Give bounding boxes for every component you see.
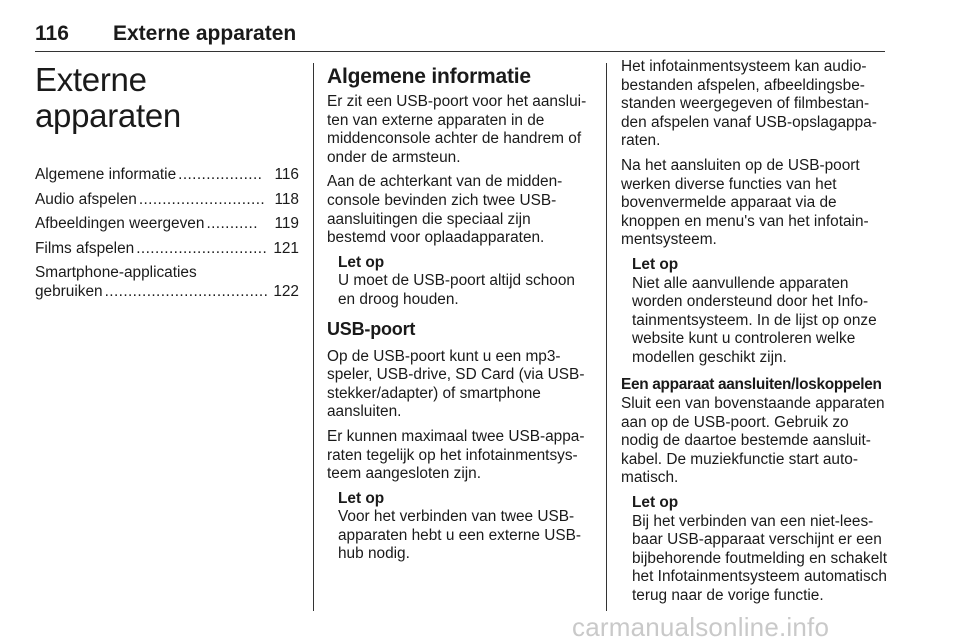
- column-divider-1: [313, 63, 314, 611]
- paragraph: Het infotainmentsysteem kan audiobestanden afspelen, afbeeldingsbestanden weergegeven of filmbestanden afspelen vanaf USB-opslagapparaten.: [621, 58, 877, 150]
- header-rule: [35, 51, 885, 52]
- toc-item[interactable]: Algemene informatie .................. 116: [35, 166, 299, 183]
- column-3: [621, 58, 887, 614]
- paragraph: Sluit een van bovenstaande apparaten aan op de USB-poort. Gebruik zo nodig de daartoe bestemde aansluitkabel. De muziekfunctie start automatisch.: [621, 395, 885, 487]
- watermark: carmanualsonline.info: [572, 612, 830, 642]
- subsection-heading: Een apparaat aansluiten/loskoppelen: [621, 375, 882, 393]
- toc-page: 119: [274, 215, 299, 233]
- table-of-contents: [35, 166, 299, 302]
- paragraph: Op de USB-poort kunt u een mp3-speler, USB-drive, SD Card (via USB-stekker/adapter) of smartphone aansluiten.: [327, 347, 585, 421]
- toc-page: 116: [274, 166, 299, 183]
- column-2: [327, 58, 591, 572]
- toc-page: 122: [273, 282, 299, 300]
- section-heading: Algemene informatie: [327, 65, 531, 88]
- paragraph: Er zit een USB-poort voor het aansluiten van externe apparaten in de middenconsole achter de handrem of onder de armsteun.: [327, 93, 587, 166]
- page-number: 116: [35, 22, 69, 45]
- toc-item[interactable]: Afbeeldingen weergeven ........... 119: [35, 215, 299, 233]
- note-label: Let op: [338, 489, 385, 507]
- note: [632, 256, 887, 368]
- toc-item[interactable]: Smartphone-applicaties gebruiken ................................... 122: [35, 264, 299, 300]
- subsection-heading: USB-poort: [327, 318, 416, 339]
- column-divider-2: [606, 63, 607, 611]
- toc-item[interactable]: Audio afspelen ........................... 118: [35, 190, 299, 208]
- column-1: [35, 58, 299, 308]
- note-label: Let op: [338, 253, 385, 271]
- page-header: [35, 22, 885, 54]
- toc-page: 121: [273, 239, 299, 257]
- note-text: Bij het verbinden van een niet-leesbaar USB-apparaat verschijnt er een bijbehorende foutmelding en schakelt het Infotainmentsysteem automatisch terug naar de vorige functie.: [632, 512, 887, 605]
- note: [338, 254, 591, 310]
- chapter-title: Externe apparaten: [35, 61, 181, 134]
- note-text: U moet de USB-poort altijd schoon en droog houden.: [338, 272, 575, 308]
- note-label: Let op: [632, 494, 679, 512]
- paragraph: Er kunnen maximaal twee USB-apparaten tegelijk op het infotainmentsysteem aangesloten zijn.: [327, 427, 585, 483]
- toc-page: 118: [274, 190, 299, 208]
- toc-item[interactable]: Films afspelen ............................ 121: [35, 239, 299, 257]
- note-text: Voor het verbinden van twee USB-apparaten hebt u een externe USB-hub nodig.: [338, 508, 581, 563]
- paragraph: Na het aansluiten op de USB-poort werken diverse functies van het bovenvermelde apparaat via de knoppen en menu's van het infotainmentsysteem.: [621, 156, 869, 249]
- note: [632, 494, 887, 606]
- note-text: Niet alle aanvullende apparaten worden ondersteund door het Infotainmentsysteem. In de lijst op onze website kunt u controleren welke modellen geschikt zijn.: [632, 274, 877, 366]
- paragraph: Aan de achterkant van de middenconsole bevinden zich twee USB-aansluitingen die speciaal zijn bestemd voor oplaadapparaten.: [327, 173, 563, 247]
- note-label: Let op: [632, 255, 679, 273]
- running-title: Externe apparaten: [113, 22, 297, 45]
- note: [338, 490, 591, 564]
